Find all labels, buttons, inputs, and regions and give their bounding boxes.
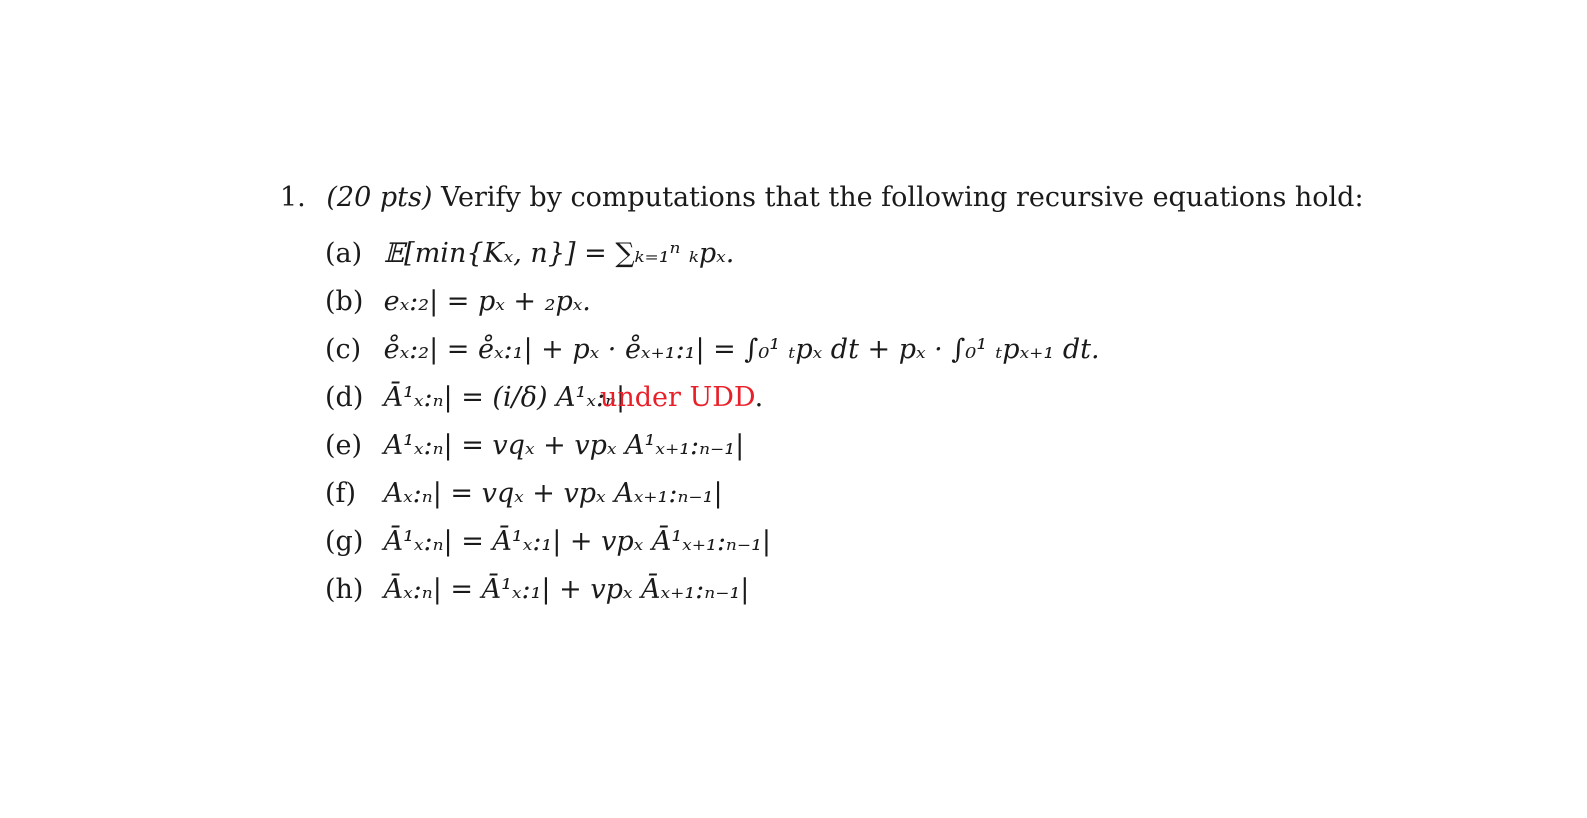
- equation-item-f: [325, 470, 1100, 518]
- equation-item-g: [325, 518, 1100, 566]
- question-number: 1.: [280, 182, 306, 213]
- item-label: (e): [325, 430, 363, 461]
- note-period: .: [754, 382, 764, 413]
- question-line: [280, 178, 1364, 218]
- problem-block: [280, 178, 1364, 605]
- udd-note: under UDD: [600, 382, 755, 413]
- equation-item-a: [325, 230, 1100, 278]
- equation: Ā¹ₓ:ₙ| = Ā¹ₓ:₁| + vpₓ Ā¹ₓ₊₁:ₙ₋₁|: [383, 526, 772, 557]
- equation: A¹ₓ:ₙ| = vqₓ + vpₓ A¹ₓ₊₁:ₙ₋₁|: [383, 430, 745, 461]
- equation-item-h: [325, 566, 1100, 614]
- item-label: (b): [325, 286, 364, 317]
- equation-item-c: [325, 326, 1100, 374]
- item-label: (g): [325, 526, 364, 557]
- equation: Ā¹ₓ:ₙ| = (i/δ) A¹ₓ:ₙ|: [383, 382, 626, 413]
- equation-item-d: [325, 374, 1100, 422]
- equation-item-e: [325, 422, 1100, 470]
- equation: Aₓ:ₙ| = vqₓ + vpₓ Aₓ₊₁:ₙ₋₁|: [383, 478, 723, 509]
- item-label: (d): [325, 382, 364, 413]
- equation-item-b: [325, 278, 1100, 326]
- equation: e̊ₓ:₂| = e̊ₓ:₁| + pₓ · e̊ₓ₊₁:₁| = ∫₀¹ ₜpₓ dt + pₓ · ∫₀¹ ₜpₓ₊₁ dt.: [383, 334, 1100, 365]
- equation: eₓ:₂| = pₓ + ₂pₓ.: [383, 286, 591, 317]
- instruction-text: Verify by computations that the following recursive equations hold:: [440, 182, 1364, 213]
- item-label: (a): [325, 238, 363, 269]
- item-label: (h): [325, 574, 364, 605]
- assumption-note: [600, 374, 763, 422]
- equation-list: [325, 230, 1100, 614]
- equation: Āₓ:ₙ| = Ā¹ₓ:₁| + vpₓ Āₓ₊₁:ₙ₋₁|: [383, 574, 750, 605]
- item-label: (f): [325, 478, 357, 509]
- equation: 𝔼[min{Kₓ, n}] = ∑ₖ₌₁ⁿ ₖpₓ.: [383, 238, 735, 269]
- points-label: (20 pts): [326, 182, 433, 213]
- item-label: (c): [325, 334, 362, 365]
